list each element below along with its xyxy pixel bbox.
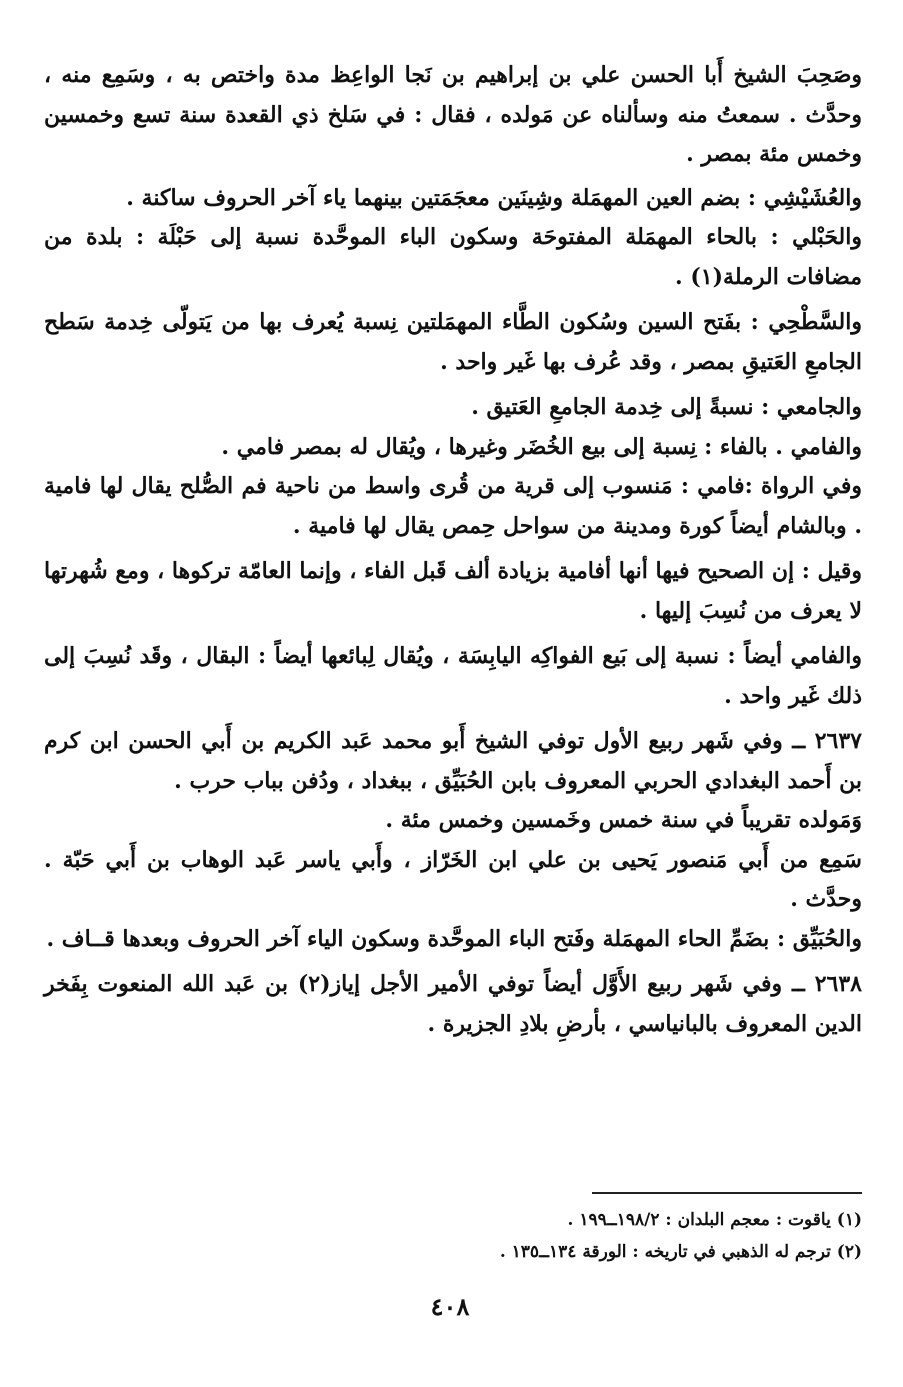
footnote-1: (١) ياقوت : معجم البلدان : ١٩٨/٢ــ١٩٩ . (567, 1210, 862, 1230)
paragraph-3: والحَبْلي : بالحاء المهمَلة المفتوحَة وسكون الباء الموحَّدة نسبة إلى حَبْلَة : بلدة من مضافات الرملة(١) . (44, 224, 862, 290)
paragraph-5: والجامعي : نسبةً إلى خِدمة الجامعِ العَتيق . (471, 394, 862, 420)
paragraph-9: والفامي أيضاً : نسبة إلى بَيع الفواكِه اليابِسَة ، ويُقال لِبائعها أيضاً : البقال ، وقَد نُسِبَ إلى ذلك غَير واحد . (44, 643, 862, 709)
page-number: ٤٠٨ (430, 1292, 470, 1321)
footnote-divider (592, 1192, 862, 1194)
paragraph-heard: سَمِع من أَبي مَنصور يَحيى بن علي ابن الخَرّاز ، وأَبي ياسر عَبد الوهاب بن أَبي حَبّة . وحدَّث . (44, 846, 862, 912)
paragraph-birth: وَمَولده تقريباً في سنة خمس وخَمسين وخمس مئة . (385, 807, 862, 833)
paragraph-8: وقيل : إن الصحيح فيها أنها أفامية بزيادة ألف قَبل الفاء ، وإنما العامّة تركوها ، ومع شُهرتها لا يعرف من نُسِبَ إليها . (44, 558, 862, 624)
footnotes (44, 1204, 862, 1268)
paragraph-6: والفامي . بالفاء : نِسبة إلى بيع الخُضَر وغيرها ، ويُقال له بمصر فامي . (221, 433, 862, 460)
paragraph-7: وفي الرواة :فامي : مَنسوب إلى قرية من قُرى واسط من ناحية فم الصُّلح يقال لها فامية . وبالشام أيضاً كورة ومدينة من سواحل حِمص يقال لها فامية . (44, 473, 862, 539)
paragraph-1: وصَحِبَ الشيخ أَبا الحسن علي بن إبراهيم بن نَجا الواعِظ مدة واختص به ، وسَمِع منه ، وحدَّث . سمعتُ منه وسألناه عن مَولده ، فقال : في سَلخ ذي القعدة سنة تسع وخمسين وخمس مئة بمصر . (44, 62, 862, 167)
footnote-2: (٢) ترجم له الذهبي في تاريخه : الورقة ١٣٤ــ١٣٥ . (499, 1242, 862, 1262)
paragraph-4: والسَّطْحِي : بفَتح السين وسُكون الطَّاء المهمَلتين نِسبة يُعرف بها من يَتولّى خِدمة سَطح الجامعِ العَتيقِ بمصر ، وقد عُرف بها غَير واحد . (44, 309, 862, 375)
paragraph-2: والعُشَيْشِي : بضم العين المهمَلة وشِينَين معجَمَتين بينهما ياء آخر الحروف ساكنة . (126, 184, 862, 211)
entry-2638: ٢٦٣٨ ــ وفي شَهر ربيع الأَوَّل أيضاً توفي الأمير الأجل إياز(٢) بن عَبد الله المنعوت بِفَخر الدين المعروف بالبانياسي ، بأرضِ بلادِ الجزيرة . (44, 971, 862, 1037)
paragraph-hubayyiq: والحُبَيِّق : بضَمِّ الحاء المهمَلة وفَتح الباء الموحَّدة وسكون الياء آخر الحروف وبعدها قــاف . (46, 925, 862, 952)
main-text (44, 56, 862, 1050)
entry-2637: ٢٦٣٧ ــ وفي شَهر ربيع الأول توفي الشيخ أَبو محمد عَبد الكريم بن أَبي الحسن ابن كرم بن أَحمد البغدادي الحربي المعروف بابن الحُبَيِّق ، ببغداد ، ودُفن بباب حرب . (44, 728, 862, 794)
